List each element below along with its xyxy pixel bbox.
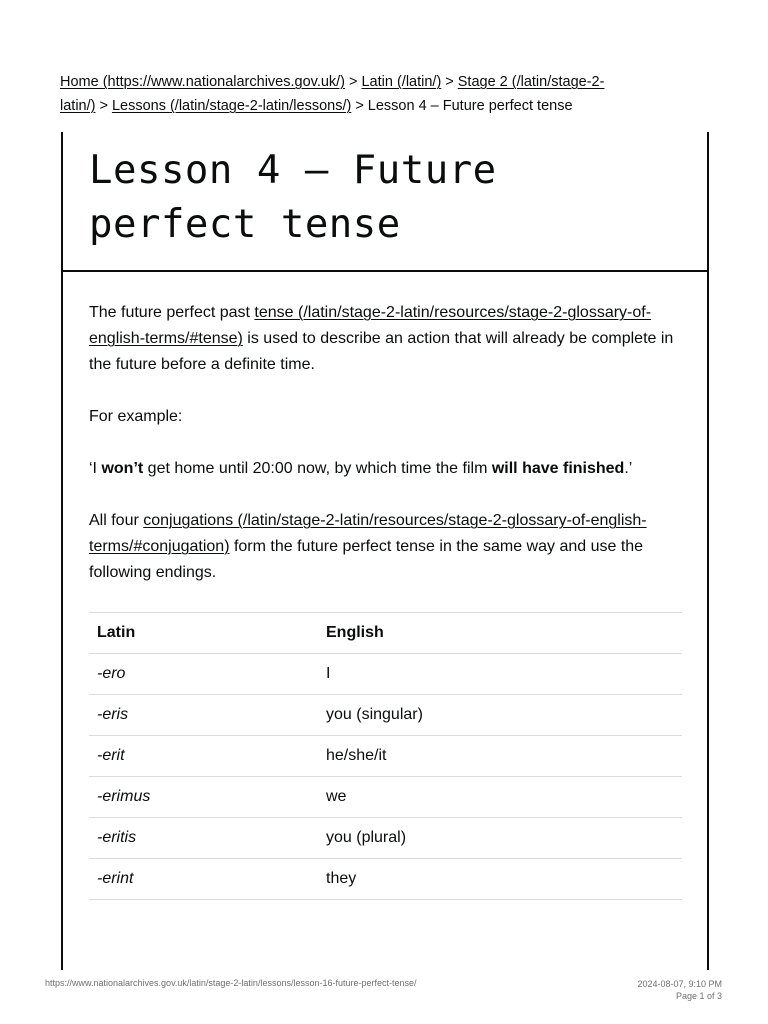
lesson-card: [61, 132, 709, 970]
print-footer-datetime: 2024-08-07, 9:10 PM: [637, 979, 722, 989]
english-meaning-cell: you (plural): [318, 818, 682, 859]
breadcrumb-home-link[interactable]: Home (https://www.nationalarchives.gov.uk/): [60, 74, 346, 90]
english-meaning-cell: we: [318, 777, 682, 818]
table-row: [89, 859, 682, 900]
english-meaning-cell: you (singular): [318, 695, 682, 736]
column-header-english: English: [318, 613, 682, 654]
table-row: [89, 777, 682, 818]
english-meaning-cell: I: [318, 654, 682, 695]
table-row: [89, 654, 682, 695]
breadcrumb-latin-link[interactable]: Latin (/latin/): [361, 74, 442, 90]
table-header-row: [89, 613, 682, 654]
latin-ending-cell: -eris: [89, 695, 318, 736]
latin-ending-cell: -eritis: [89, 818, 318, 859]
conjugation-text-before: All four: [89, 512, 144, 529]
lesson-header: [63, 132, 707, 272]
example-text: ‘I: [89, 460, 102, 477]
breadcrumb-lessons-link[interactable]: Lessons (/latin/stage-2-latin/lessons/): [111, 98, 352, 114]
example-label: For example:: [89, 408, 183, 425]
endings-table: [89, 612, 682, 900]
table-row: [89, 695, 682, 736]
breadcrumb-separator: >: [445, 74, 454, 90]
breadcrumb-current: Lesson 4 – Future perfect tense: [367, 98, 573, 114]
conjugation-glossary-link[interactable]: conjugations (/latin/stage-2-latin/resources/stage-2-glossary-of-english-terms/#conjugation): [89, 512, 647, 555]
breadcrumb-separator: >: [349, 74, 358, 90]
breadcrumb: [60, 70, 710, 118]
breadcrumb-separator: >: [355, 98, 364, 114]
table-row: [89, 818, 682, 859]
example-sentence: [89, 456, 681, 482]
latin-ending-cell: -erint: [89, 859, 318, 900]
latin-ending-cell: -erimus: [89, 777, 318, 818]
column-header-latin: Latin: [89, 613, 318, 654]
lesson-body: [63, 272, 707, 900]
example-bold-will-have-finished: will have finished: [491, 460, 625, 477]
example-text: get home until 20:00 now, by which time the film: [143, 460, 492, 477]
example-text: .’: [624, 460, 633, 477]
english-meaning-cell: he/she/it: [318, 736, 682, 777]
latin-ending-cell: -erit: [89, 736, 318, 777]
page-title: Lesson 4 – Future perfect tense: [89, 148, 497, 247]
conjugation-text-after: form the future perfect tense in the same way and use the following endings.: [89, 538, 644, 581]
print-footer-page-number: Page 1 of 3: [675, 991, 722, 1001]
breadcrumb-stage2-link[interactable]: Stage 2 (/latin/stage-2-latin/): [60, 74, 605, 114]
conjugation-paragraph: [89, 508, 681, 586]
breadcrumb-separator: >: [99, 98, 108, 114]
example-bold-wont: won’t: [101, 460, 144, 477]
table-row: [89, 736, 682, 777]
intro-text-before: The future perfect past: [89, 304, 255, 321]
intro-text-after: is used to describe an action that will already be complete in the future before a definite time.: [89, 330, 674, 373]
intro-paragraph: [89, 300, 681, 378]
english-meaning-cell: they: [318, 859, 682, 900]
latin-ending-cell: -ero: [89, 654, 318, 695]
print-footer-url: https://www.nationalarchives.gov.uk/latin/stage-2-latin/lessons/lesson-16-future-perfect-tense/: [45, 978, 417, 988]
print-footer-meta: [637, 978, 722, 1002]
tense-glossary-link[interactable]: tense (/latin/stage-2-latin/resources/stage-2-glossary-of-english-terms/#tense): [89, 304, 652, 347]
